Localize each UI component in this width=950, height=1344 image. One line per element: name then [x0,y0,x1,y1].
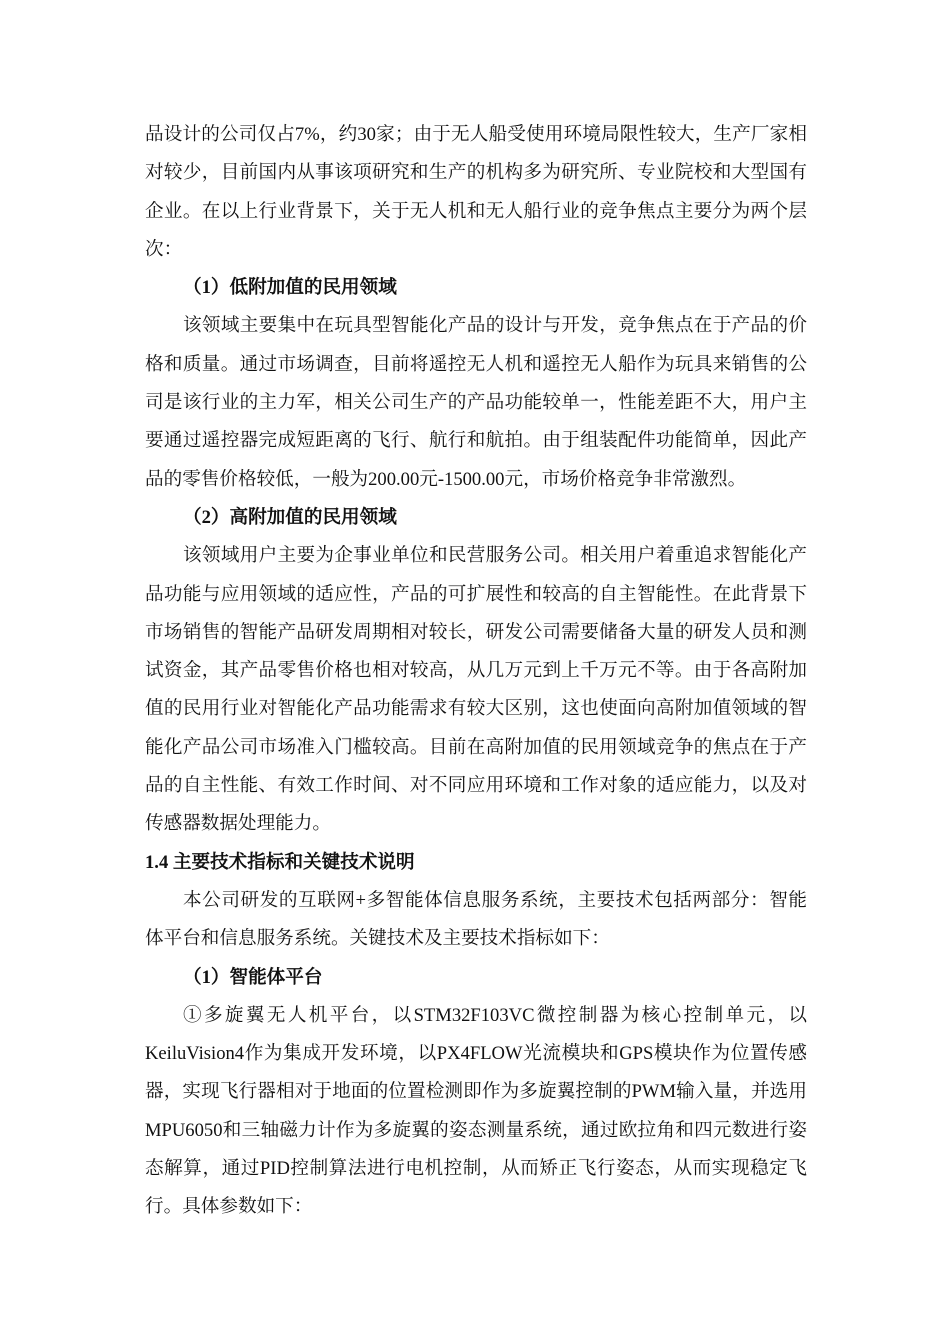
subheading-low-value-civil: （1）低附加值的民用领域 [183,277,397,299]
paragraph-multirotor-platform: ①多旋翼无人机平台，以STM32F103VC微控制器为核心控制单元，以KeiluVision4作为集成开发环境，以PX4FLOW光流模块和GPS模块作为位置传感器，实现飞行器相对于地面的位置检测即作为多旋翼控制的PWM输入量，并选用MPU6050和三轴磁力计作为多旋翼的姿态测量系统，通过欧拉角和四元数进行姿态解算，通过PID控制算法进行电机控制，从而矫正飞行姿态，从而实现稳定飞行。具体参数如下： [145,1004,807,1218]
section-heading-1-4: 1.4 主要技术指标和关键技术说明 [145,851,415,873]
subheading-agent-platform: （1）智能体平台 [183,966,323,988]
paragraph-low-value-civil: 该领域主要集中在玩具型智能化产品的设计与开发，竞争焦点在于产品的价格和质量。通过市场调查，目前将遥控无人机和遥控无人船作为玩具来销售的公司是该行业的主力军，相关公司生产的产品功能较单一，性能差距不大，用户主要通过遥控器完成短距离的飞行、航行和航拍。由于组装配件功能简单，因此产品的零售价格较低，一般为200.00元-1500.00元，市场价格竞争非常激烈。 [145,315,807,490]
paragraph-tech-overview: 本公司研发的互联网+多智能体信息服务系统，主要技术包括两部分：智能体平台和信息服务系统。关键技术及主要技术指标如下： [145,889,807,950]
document-page [145,116,807,1227]
paragraph-high-value-civil: 该领域用户主要为企事业单位和民营服务公司。相关用户着重追求智能化产品功能与应用领域的适应性，产品的可扩展性和较高的自主智能性。在此背景下市场销售的智能产品研发周期相对较长，研发公司需要储备大量的研发人员和测试资金，其产品零售价格也相对较高，从几万元到上千万元不等。由于各高附加值的民用行业对智能化产品功能需求有较大区别，这也使面向高附加值领域的智能化产品公司市场准入门槛较高。目前在高附加值的民用领域竞争的焦点在于产品的自主性能、有效工作时间、对不同应用环境和工作对象的适应能力，以及对传感器数据处理能力。 [145,545,807,835]
subheading-high-value-civil: （2）高附加值的民用领域 [183,506,397,528]
paragraph-industry-background: 品设计的公司仅占7%，约30家；由于无人船受使用环境局限性较大，生产厂家相对较少，目前国内从事该项研究和生产的机构多为研究所、专业院校和大型国有企业。在以上行业背景下，关于无人机和无人船行业的竞争焦点主要分为两个层次： [145,124,807,260]
